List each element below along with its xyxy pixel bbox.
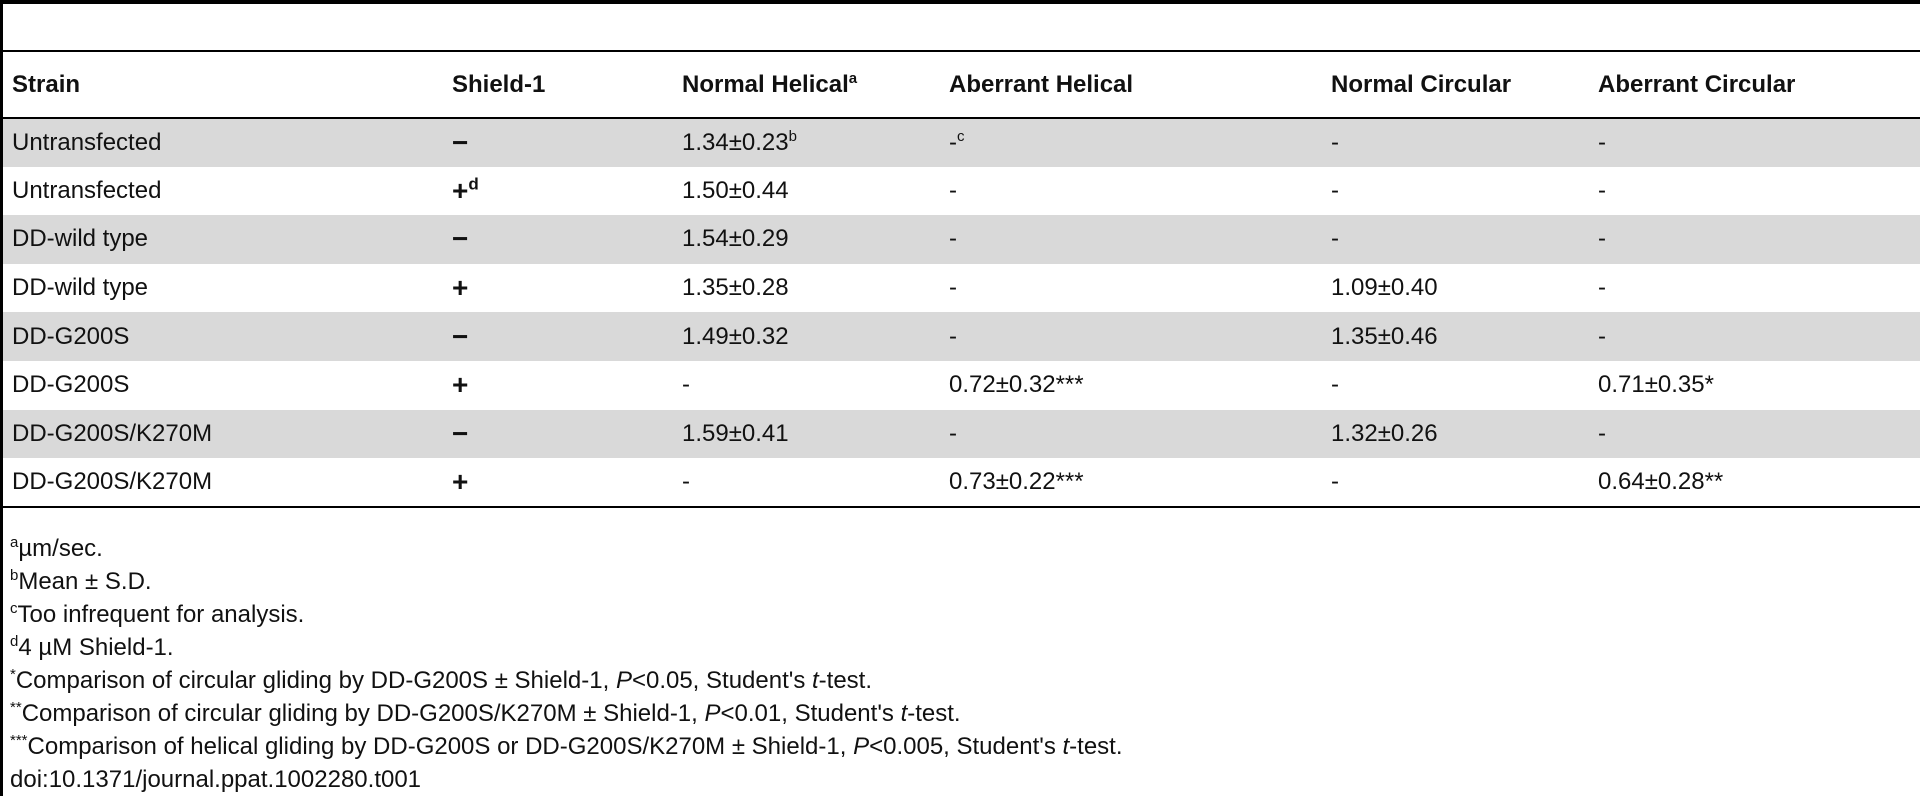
footnote-mark: ** bbox=[10, 699, 22, 716]
table-row bbox=[3, 458, 1920, 507]
shield-cell bbox=[443, 118, 673, 167]
normal-helical-value: 1.59±0.41 bbox=[682, 419, 789, 447]
strain-cell bbox=[3, 215, 443, 264]
normal-helical-value: - bbox=[682, 467, 690, 495]
strain-value: DD-wild type bbox=[12, 225, 149, 253]
footnote bbox=[10, 730, 1123, 763]
normal-circular-value: - bbox=[1331, 371, 1339, 399]
column-header bbox=[940, 51, 1322, 118]
aberrant-helical-cell bbox=[940, 167, 1322, 216]
normal-helical-cell bbox=[673, 167, 940, 216]
normal-circular-cell bbox=[1322, 167, 1589, 216]
normal-circular-value: - bbox=[1331, 225, 1339, 253]
header-row bbox=[3, 51, 1920, 118]
shield-cell bbox=[443, 312, 673, 361]
footnote-text: P bbox=[615, 667, 632, 694]
aberrant-circular-value: - bbox=[1598, 225, 1606, 253]
strain-cell bbox=[3, 167, 443, 216]
shield-cell bbox=[443, 410, 673, 459]
normal-helical-cell bbox=[673, 458, 940, 507]
footnote-text: P bbox=[853, 733, 870, 760]
shield-sign bbox=[452, 369, 468, 400]
aberrant-circular-value: - bbox=[1598, 176, 1606, 204]
footnote bbox=[10, 697, 1123, 730]
normal-circular-value: - bbox=[1331, 467, 1339, 495]
footnote-mark: a bbox=[10, 534, 19, 551]
footnotes bbox=[10, 532, 1123, 796]
aberrant-circular-cell bbox=[1589, 458, 1920, 507]
column-header bbox=[3, 51, 443, 118]
aberrant-helical-value: - bbox=[949, 128, 957, 156]
aberrant-helical-cell bbox=[940, 264, 1322, 313]
footnote bbox=[10, 598, 1123, 631]
shield-sign bbox=[452, 418, 468, 449]
strain-value: DD-wild type bbox=[12, 274, 149, 302]
aberrant-helical-value: 0.72±0.32*** bbox=[949, 371, 1084, 399]
shield-value: + bbox=[452, 465, 469, 497]
normal-circular-cell bbox=[1322, 410, 1589, 459]
top-rule bbox=[0, 0, 1920, 4]
footnote-text: Too infrequent for analysis. bbox=[17, 601, 305, 628]
table-row bbox=[3, 118, 1920, 167]
column-header-label: Normal Circular bbox=[1331, 70, 1512, 98]
shield-cell bbox=[443, 167, 673, 216]
shield-sign bbox=[452, 223, 468, 254]
aberrant-helical-cell bbox=[940, 118, 1322, 167]
aberrant-circular-cell bbox=[1589, 264, 1920, 313]
footnote-text: <0.005, Student's bbox=[869, 733, 1063, 760]
footnote-text: -test. bbox=[907, 700, 961, 727]
column-header-label: Strain bbox=[12, 70, 81, 98]
normal-circular-cell bbox=[1322, 458, 1589, 507]
shield-cell bbox=[443, 458, 673, 507]
footnote-mark: d bbox=[468, 174, 479, 194]
normal-helical-value: 1.35±0.28 bbox=[682, 274, 789, 302]
normal-helical-value: - bbox=[682, 371, 690, 399]
normal-circular-cell bbox=[1322, 215, 1589, 264]
footnote bbox=[10, 631, 1123, 664]
column-header-label: Aberrant Helical bbox=[949, 70, 1134, 98]
normal-circular-value: - bbox=[1331, 128, 1339, 156]
footnote-mark: c bbox=[957, 127, 965, 145]
footnote-text: <0.05, Student's bbox=[631, 667, 812, 694]
shield-sign bbox=[452, 127, 468, 158]
strain-cell bbox=[3, 410, 443, 459]
table-row bbox=[3, 167, 1920, 216]
normal-circular-value: - bbox=[1331, 176, 1339, 204]
doi-line: doi:10.1371/journal.ppat.1002280.t001 bbox=[10, 766, 422, 793]
aberrant-circular-cell bbox=[1589, 167, 1920, 216]
normal-circular-value: 1.35±0.46 bbox=[1331, 322, 1438, 350]
strain-cell bbox=[3, 458, 443, 507]
strain-cell bbox=[3, 264, 443, 313]
normal-helical-cell bbox=[673, 312, 940, 361]
normal-circular-cell bbox=[1322, 312, 1589, 361]
footnote-text: -test. bbox=[1069, 733, 1123, 760]
aberrant-helical-cell bbox=[940, 312, 1322, 361]
shield-value: − bbox=[452, 320, 469, 352]
shield-cell bbox=[443, 264, 673, 313]
normal-helical-value: 1.50±0.44 bbox=[682, 176, 789, 204]
shield-cell bbox=[443, 361, 673, 410]
aberrant-circular-cell bbox=[1589, 215, 1920, 264]
footnote-text: Comparison of circular gliding by DD-G200S ± Shield-1, bbox=[15, 667, 616, 694]
aberrant-helical-value: - bbox=[949, 419, 957, 447]
shield-cell bbox=[443, 215, 673, 264]
table-row bbox=[3, 410, 1920, 459]
strain-value: DD-G200S/K270M bbox=[12, 467, 213, 495]
footnote-text: -test. bbox=[818, 667, 873, 694]
aberrant-circular-value: - bbox=[1598, 128, 1606, 156]
aberrant-helical-cell bbox=[940, 215, 1322, 264]
footnote-mark: a bbox=[848, 69, 858, 87]
aberrant-circular-cell bbox=[1589, 361, 1920, 410]
footnote-text: t bbox=[812, 667, 819, 694]
footnote-mark: * bbox=[10, 666, 16, 683]
normal-helical-cell bbox=[673, 410, 940, 459]
footnote-text: Comparison of circular gliding by DD-G200S/K270M ± Shield-1, bbox=[21, 700, 705, 727]
aberrant-helical-value: - bbox=[949, 322, 957, 350]
normal-helical-value: 1.49±0.32 bbox=[682, 322, 789, 350]
footnote-text: t bbox=[1062, 733, 1070, 760]
footnote-text: µm/sec. bbox=[18, 535, 103, 562]
aberrant-helical-value: - bbox=[949, 225, 957, 253]
footnote-text: Comparison of helical gliding by DD-G200S or DD-G200S/K270M ± Shield-1, bbox=[27, 733, 854, 760]
footnote-list bbox=[10, 532, 1123, 763]
normal-helical-value: 1.54±0.29 bbox=[682, 225, 789, 253]
strain-value: Untransfected bbox=[12, 128, 162, 156]
aberrant-helical-cell bbox=[940, 410, 1322, 459]
table-row bbox=[3, 361, 1920, 410]
aberrant-helical-value: 0.73±0.22*** bbox=[949, 467, 1084, 495]
footnote bbox=[10, 664, 1123, 697]
footnote-text: 4 µM Shield-1. bbox=[18, 634, 174, 661]
aberrant-helical-value: - bbox=[949, 274, 957, 302]
table-row bbox=[3, 264, 1920, 313]
normal-circular-value: 1.32±0.26 bbox=[1331, 419, 1438, 447]
aberrant-circular-cell bbox=[1589, 410, 1920, 459]
column-header-label: Normal Helical bbox=[682, 70, 849, 98]
shield-value: + bbox=[452, 174, 469, 206]
footnote-text: t bbox=[900, 700, 908, 727]
table-row bbox=[3, 215, 1920, 264]
shield-value: − bbox=[452, 417, 469, 449]
aberrant-helical-value: - bbox=[949, 176, 957, 204]
column-header bbox=[1322, 51, 1589, 118]
footnote bbox=[10, 532, 1123, 565]
footnote-text: P bbox=[704, 700, 721, 727]
table-body bbox=[3, 118, 1920, 507]
normal-helical-cell bbox=[673, 361, 940, 410]
strain-value: Untransfected bbox=[12, 176, 162, 204]
footnote bbox=[10, 565, 1123, 598]
footnote-text: <0.01, Student's bbox=[720, 700, 901, 727]
normal-helical-value: 1.34±0.23 bbox=[682, 128, 789, 156]
normal-helical-cell bbox=[673, 118, 940, 167]
column-header bbox=[1589, 51, 1920, 118]
aberrant-circular-value: 0.64±0.28** bbox=[1598, 467, 1724, 495]
normal-circular-cell bbox=[1322, 361, 1589, 410]
normal-circular-value: 1.09±0.40 bbox=[1331, 274, 1438, 302]
aberrant-circular-cell bbox=[1589, 118, 1920, 167]
aberrant-helical-cell bbox=[940, 458, 1322, 507]
aberrant-circular-value: - bbox=[1598, 322, 1606, 350]
strain-cell bbox=[3, 312, 443, 361]
strain-value: DD-G200S bbox=[12, 322, 130, 350]
aberrant-helical-cell bbox=[940, 361, 1322, 410]
normal-circular-cell bbox=[1322, 264, 1589, 313]
shield-sign bbox=[452, 466, 468, 497]
shield-value: + bbox=[452, 272, 469, 304]
normal-helical-cell bbox=[673, 264, 940, 313]
aberrant-circular-value: - bbox=[1598, 274, 1606, 302]
table-row bbox=[3, 312, 1920, 361]
column-header bbox=[443, 51, 673, 118]
table-header bbox=[3, 51, 1920, 118]
footnote-mark: c bbox=[10, 600, 18, 617]
column-header-label: Shield-1 bbox=[452, 70, 546, 98]
column-header bbox=[673, 51, 940, 118]
normal-circular-cell bbox=[1322, 118, 1589, 167]
shield-sign bbox=[452, 321, 468, 352]
gliding-speed-table bbox=[3, 50, 1920, 508]
strain-cell bbox=[3, 361, 443, 410]
aberrant-circular-cell bbox=[1589, 312, 1920, 361]
normal-helical-cell bbox=[673, 215, 940, 264]
aberrant-circular-value: 0.71±0.35* bbox=[1598, 371, 1714, 399]
aberrant-circular-value: - bbox=[1598, 419, 1606, 447]
footnote-mark: b bbox=[10, 567, 19, 584]
strain-value: DD-G200S/K270M bbox=[12, 419, 213, 447]
footnote-mark: d bbox=[10, 633, 19, 650]
footnote-mark: b bbox=[788, 127, 797, 145]
shield-sign bbox=[452, 272, 468, 303]
shield-sign bbox=[452, 175, 479, 206]
shield-value: + bbox=[452, 369, 469, 401]
column-header-label: Aberrant Circular bbox=[1598, 70, 1796, 98]
footnote-text: Mean ± S.D. bbox=[18, 568, 152, 595]
footnote-mark: *** bbox=[10, 732, 28, 749]
shield-value: − bbox=[452, 223, 469, 255]
strain-cell bbox=[3, 118, 443, 167]
strain-value: DD-G200S bbox=[12, 371, 130, 399]
shield-value: − bbox=[452, 126, 469, 158]
